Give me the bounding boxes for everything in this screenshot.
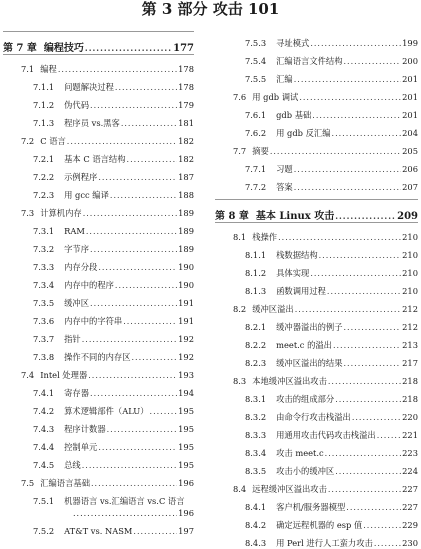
- toc-entry-number: 7.3.2: [33, 244, 55, 254]
- toc-section-entry[interactable]: [215, 225, 418, 243]
- dot-leader: [107, 424, 178, 435]
- toc-entry-page: 194: [178, 388, 194, 398]
- toc-entry-title: 内存分段: [64, 262, 98, 272]
- toc-chapter-entry[interactable]: [215, 200, 418, 222]
- dot-leader: [352, 412, 401, 423]
- toc-entry-page: 195: [178, 424, 194, 434]
- toc-subsection-entry[interactable]: [215, 67, 418, 85]
- toc-subsection-entry[interactable]: [3, 399, 194, 417]
- toc-entry-page: 181: [178, 118, 194, 128]
- dot-leader: [115, 280, 177, 291]
- toc-subsection-entry[interactable]: [3, 453, 194, 471]
- toc-entry-title: 用 Perl 进行人工蛮力攻击: [276, 538, 373, 548]
- toc-entry-number: 7.1: [21, 64, 35, 74]
- toc-entry-page: 177: [173, 43, 194, 54]
- toc-section-entry[interactable]: [215, 139, 418, 157]
- toc-entry-page: 206: [402, 164, 418, 174]
- toc-subsection-entry[interactable]: [215, 441, 418, 459]
- toc-entry-page: 193: [178, 370, 194, 380]
- dot-leader: [294, 74, 401, 85]
- toc-entry-title: 摘要: [252, 146, 269, 156]
- toc-section-entry[interactable]: [3, 471, 194, 489]
- toc-entry-title: RAM: [64, 226, 85, 236]
- toc-entry-title: 栈数据结构: [276, 250, 318, 260]
- toc-entry-title: 缓冲区: [64, 298, 90, 308]
- toc-entry-number: 7.4: [21, 370, 35, 380]
- toc-subsection-entry[interactable]: [215, 333, 418, 351]
- toc-entry-title: 汇编: [276, 74, 293, 84]
- toc-entry-page: 195: [178, 442, 194, 452]
- toc-entry-number: 8.3.3: [245, 430, 267, 440]
- toc-entry-title: 本地缓冲区溢出攻击: [252, 376, 327, 386]
- chapter-rule: [215, 222, 418, 223]
- toc-entry-page: 178: [178, 82, 194, 92]
- toc-entry-title: gdb 基础: [276, 110, 312, 120]
- toc-entry-title: 程序员 vs.黑客: [64, 118, 120, 128]
- toc-subsection-entry[interactable]: [3, 489, 194, 507]
- toc-entry-title: 指针: [64, 334, 81, 344]
- toc-entry-number: 7.5.1: [33, 496, 55, 506]
- dot-leader: [127, 154, 178, 165]
- toc-entry-title: 内存中的程序: [64, 280, 114, 290]
- toc-entry-page: 199: [402, 38, 418, 48]
- toc-subsection-entry[interactable]: [215, 157, 418, 175]
- toc-entry-title: 缓冲区溢出的结果: [276, 358, 343, 368]
- toc-subsection-entry[interactable]: [3, 417, 194, 435]
- dot-leader: [335, 211, 396, 222]
- toc-entry-title: 寻址模式: [276, 38, 310, 48]
- toc-section-entry[interactable]: [215, 297, 418, 315]
- toc-subsection-entry[interactable]: [3, 237, 194, 255]
- toc-subsection-entry[interactable]: [3, 183, 194, 201]
- toc-entry-page: 188: [178, 190, 194, 200]
- dot-leader: [333, 340, 401, 351]
- toc-entry-number: 7.4.3: [33, 424, 55, 434]
- dot-leader: [132, 352, 178, 363]
- toc-entry-number: 8.4.2: [245, 520, 267, 530]
- dot-leader: [150, 406, 178, 417]
- dot-leader: [335, 466, 401, 477]
- dot-leader: [58, 64, 177, 75]
- toc-entry-number: 7.6.2: [245, 128, 267, 138]
- toc-entry-page: 191: [178, 316, 194, 326]
- toc-entry-page: 201: [402, 110, 418, 120]
- toc-entry-page: 221: [402, 430, 418, 440]
- toc-entry-number: 7.4.2: [33, 406, 55, 416]
- toc-subsection-entry[interactable]: [215, 423, 418, 441]
- toc-subsection-entry[interactable]: [3, 111, 194, 129]
- toc-entry-title: C 语言: [40, 136, 66, 146]
- dot-leader: [90, 100, 177, 111]
- toc-entry-number: 7.2.2: [33, 172, 55, 182]
- toc-entry-page: 220: [402, 412, 418, 422]
- dot-leader: [82, 460, 177, 471]
- toc-entry-number: 7.3.4: [33, 280, 55, 290]
- dot-leader: [86, 226, 177, 237]
- toc-section-entry[interactable]: [215, 85, 418, 103]
- toc-entry-page: 213: [402, 340, 418, 350]
- toc-column-right: [215, 31, 418, 549]
- dot-leader: [67, 136, 177, 147]
- dot-leader: [121, 118, 177, 129]
- toc-subsection-entry[interactable]: [3, 93, 194, 111]
- toc-entry-title: 远程缓冲区溢出攻击: [252, 484, 327, 494]
- toc-entry-title: 编程: [40, 64, 57, 74]
- toc-entry-number: 第 7 章: [3, 43, 37, 54]
- dot-leader: [335, 394, 401, 405]
- toc-subsection-entry[interactable]: [215, 49, 418, 67]
- toc-entry-page: 182: [178, 154, 194, 164]
- toc-entry-title: 计算机内存: [40, 208, 82, 218]
- toc-entry-page: 196: [178, 478, 194, 488]
- toc-entry-page: 212: [402, 304, 418, 314]
- dot-leader: [299, 92, 401, 103]
- toc-subsection-entry[interactable]: [3, 309, 194, 327]
- toc-subsection-entry[interactable]: [3, 147, 194, 165]
- toc-entry-number: 7.3: [21, 208, 35, 218]
- toc-entry-page: 189: [178, 244, 194, 254]
- toc-entry-page: 195: [178, 406, 194, 416]
- toc-entry-page: 229: [402, 520, 418, 530]
- toc-entry-number: 7.2.1: [33, 154, 55, 164]
- toc-entry-page: 190: [178, 280, 194, 290]
- toc-entry-title: 字节序: [64, 244, 90, 254]
- toc-subsection-entry[interactable]: [215, 243, 418, 261]
- toc-entry-page: 218: [402, 376, 418, 386]
- toc-entry-page: 217: [402, 358, 418, 368]
- toc-entry-number: 8.2.2: [245, 340, 267, 350]
- dot-leader: [310, 268, 401, 279]
- toc-entry-title: AT&T vs. NASM: [64, 526, 133, 536]
- toc-entry-number: 7.2.3: [33, 190, 55, 200]
- toc-entry-number: 7.3.5: [33, 298, 55, 308]
- toc-entry-page: 212: [402, 322, 418, 332]
- dot-leader: [374, 538, 401, 549]
- dot-leader: [98, 172, 177, 183]
- dot-leader: [346, 502, 401, 513]
- toc-entry-number: 7.3.8: [33, 352, 55, 362]
- toc-entry-page: 210: [402, 286, 418, 296]
- toc-entry-page: 179: [178, 100, 194, 110]
- toc-entry-page: 224: [402, 466, 418, 476]
- toc-entry-number: 7.5.5: [245, 74, 267, 84]
- toc-entry-number: 8.1.1: [245, 250, 267, 260]
- toc-subsection-entry[interactable]: [3, 255, 194, 273]
- toc-entry-number: 8.3: [233, 376, 247, 386]
- toc-section-entry[interactable]: [3, 57, 194, 75]
- toc-subsection-entry[interactable]: [3, 291, 194, 309]
- toc-entry-number: 8.1.3: [245, 286, 267, 296]
- toc-entry-page: 197: [178, 526, 194, 536]
- toc-entry-title: 用 gdb 调试: [252, 92, 299, 102]
- toc-entry-number: 7.1.2: [33, 100, 55, 110]
- toc-entry-number: 7.3.6: [33, 316, 55, 326]
- toc-subsection-entry[interactable]: [3, 327, 194, 345]
- toc-column-left: [3, 31, 194, 537]
- dot-leader: [133, 526, 177, 537]
- toc-subsection-entry[interactable]: [215, 387, 418, 405]
- dot-leader: [377, 430, 401, 441]
- toc-entry-title: 由命令行攻击栈溢出: [276, 412, 351, 422]
- toc-entry-title: 程序计数器: [64, 424, 106, 434]
- toc-subsection-entry[interactable]: [3, 519, 194, 537]
- toc-entry-title: 栈操作: [252, 232, 278, 242]
- toc-entry-page: 210: [402, 268, 418, 278]
- part-title: 第 3 部分 攻击 101: [141, 0, 280, 18]
- toc-entry-title: 问题解决过程: [64, 82, 114, 92]
- toc-subsection-entry[interactable]: [3, 345, 194, 363]
- dot-leader: [98, 262, 177, 273]
- toc-entry-title: 控制单元: [64, 442, 98, 452]
- dot-leader: [325, 448, 401, 459]
- toc-subsection-entry[interactable]: [3, 219, 194, 237]
- dot-leader: [98, 442, 177, 453]
- toc-entry-title: 客户机/服务器模型: [276, 502, 346, 512]
- dot-leader: [110, 190, 177, 201]
- toc-entry-number: 8.3.5: [245, 466, 267, 476]
- toc-entry-number: 8.4.3: [245, 538, 267, 548]
- toc-entry-number: 7.7.2: [245, 182, 267, 192]
- toc-subsection-entry[interactable]: [215, 513, 418, 531]
- toc-entry-page: 230: [402, 538, 418, 548]
- dot-leader: [83, 208, 177, 219]
- dot-leader: [278, 232, 401, 243]
- toc-entry-title: 缓冲器溢出的例子: [276, 322, 343, 332]
- toc-entry-page: 189: [178, 226, 194, 236]
- toc-entry-number: 8.4: [233, 484, 247, 494]
- dot-leader: [344, 56, 402, 67]
- toc-entry-page: 178: [178, 64, 194, 74]
- toc-entry-title: 攻击的组成部分: [276, 394, 335, 404]
- toc-entry-number: 7.5.2: [33, 526, 55, 536]
- toc-subsection-entry[interactable]: [215, 261, 418, 279]
- toc-entry-page: 210: [402, 232, 418, 242]
- dot-leader: [310, 38, 401, 49]
- toc-entry-page: 207: [402, 182, 418, 192]
- dot-leader: [88, 370, 177, 381]
- toc-subsection-entry[interactable]: [3, 165, 194, 183]
- toc-entry-page: 223: [402, 448, 418, 458]
- toc-section-entry[interactable]: [3, 363, 194, 381]
- toc-entry-number: 7.3.3: [33, 262, 55, 272]
- toc-entry-title: 伪代码: [64, 100, 90, 110]
- chapter-rule: [3, 54, 194, 55]
- toc-entry-number: 8.2.3: [245, 358, 267, 368]
- toc-subsection-entry[interactable]: [3, 75, 194, 93]
- toc-entry-number: 7.6: [233, 92, 247, 102]
- toc-entry-page: 204: [402, 128, 418, 138]
- toc-entry-number: 7.6.1: [245, 110, 267, 120]
- dot-leader: [295, 304, 401, 315]
- toc-entry-title: 总线: [64, 460, 81, 470]
- dot-leader: [328, 376, 401, 387]
- toc-entry-number: 8.3.2: [245, 412, 267, 422]
- toc-section-entry[interactable]: [215, 369, 418, 387]
- dot-leader: [85, 43, 172, 54]
- toc-entry-page: 195: [178, 460, 194, 470]
- dot-leader: [91, 478, 177, 489]
- toc-subsection-entry[interactable]: [215, 103, 418, 121]
- toc-entry-title: 用 gcc 编译: [64, 190, 109, 200]
- toc-entry-title: 缓冲区溢出: [252, 304, 294, 314]
- toc-entry-number: 7.4.1: [33, 388, 55, 398]
- toc-entry-title: 编程技巧: [43, 43, 84, 54]
- toc-entry-title: 寄存器: [64, 388, 90, 398]
- toc-entry-continuation: [3, 507, 194, 519]
- toc-entry-title: 示例程序: [64, 172, 98, 182]
- dot-leader: [344, 322, 402, 333]
- toc-entry-page: 227: [402, 484, 418, 494]
- dot-leader: [270, 146, 401, 157]
- toc-section-entry[interactable]: [215, 477, 418, 495]
- toc-section-entry[interactable]: [3, 129, 194, 147]
- toc-entry-title: 汇编语言基础: [40, 478, 90, 488]
- toc-entry-number: 7.1.3: [33, 118, 55, 128]
- toc-entry-title: 内存中的字符串: [64, 316, 123, 326]
- toc-subsection-entry[interactable]: [215, 351, 418, 369]
- toc-entry-page: 201: [402, 74, 418, 84]
- dot-leader: [90, 388, 177, 399]
- dot-leader: [82, 334, 177, 345]
- toc-entry-page: 227: [402, 502, 418, 512]
- toc-subsection-entry[interactable]: [215, 175, 418, 193]
- toc-subsection-entry[interactable]: [215, 495, 418, 513]
- toc-entry-title: 操作不同的内存区: [64, 352, 131, 362]
- toc-entry-page: 209: [397, 211, 418, 222]
- toc-entry-number: 8.1.2: [245, 268, 267, 278]
- toc-subsection-entry[interactable]: [215, 459, 418, 477]
- dot-leader: [90, 298, 177, 309]
- toc-entry-number: 7.3.7: [33, 334, 55, 344]
- dot-leader: [90, 244, 177, 255]
- toc-entry-title: 算术逻辑部件（ALU）: [64, 406, 149, 416]
- toc-entry-title: 汇编语言文件结构: [276, 56, 343, 66]
- toc-subsection-entry[interactable]: [215, 31, 418, 49]
- toc-entry-title: 用通用攻击代码攻击栈溢出: [276, 430, 376, 440]
- toc-entry-page: 205: [402, 146, 418, 156]
- toc-entry-number: 7.5: [21, 478, 35, 488]
- toc-entry-title: 基本 Linux 攻击: [255, 211, 335, 222]
- toc-entry-number: 第 8 章: [215, 211, 249, 222]
- toc-entry-title: Intel 处理器: [40, 370, 88, 380]
- toc-entry-page: 218: [402, 394, 418, 404]
- toc-section-entry[interactable]: [3, 201, 194, 219]
- toc-entry-page: 196: [178, 508, 194, 518]
- toc-entry-title: 机器语言 vs.汇编语言 vs.C 语言: [64, 496, 185, 506]
- toc-entry-title: meet.c 的溢出: [276, 340, 332, 350]
- toc-subsection-entry[interactable]: [215, 121, 418, 139]
- toc-entry-page: 200: [402, 56, 418, 66]
- dot-leader: [312, 110, 401, 121]
- toc-entry-number: 8.3.4: [245, 448, 267, 458]
- toc-entry-number: 8.2: [233, 304, 247, 314]
- dot-leader: [294, 164, 401, 175]
- dot-leader: [319, 250, 402, 261]
- toc-entry-title: 答案: [276, 182, 293, 192]
- toc-entry-page: 189: [178, 208, 194, 218]
- toc-entry-number: 7.1.1: [33, 82, 55, 92]
- dot-leader: [332, 128, 402, 139]
- toc-entry-number: 7.4.5: [33, 460, 55, 470]
- toc-entry-number: 7.5.4: [245, 56, 267, 66]
- dot-leader: [73, 508, 177, 519]
- toc-subsection-entry[interactable]: [3, 435, 194, 453]
- toc-entry-page: 191: [178, 298, 194, 308]
- toc-entry-page: 182: [178, 136, 194, 146]
- toc-entry-page: 192: [178, 352, 194, 362]
- dot-leader: [363, 520, 401, 531]
- toc-entry-title: 攻击小的缓冲区: [276, 466, 335, 476]
- toc-entry-number: 7.2: [21, 136, 35, 146]
- toc-entry-title: 具体实现: [276, 268, 310, 278]
- toc-entry-page: 187: [178, 172, 194, 182]
- toc-subsection-entry[interactable]: [215, 315, 418, 333]
- toc-entry-number: 8.3.1: [245, 394, 267, 404]
- toc-entry-page: 201: [402, 92, 418, 102]
- toc-entry-title: 攻击 meet.c: [276, 448, 324, 458]
- toc-subsection-entry[interactable]: [3, 381, 194, 399]
- toc-entry-page: 210: [402, 250, 418, 260]
- toc-entry-page: 190: [178, 262, 194, 272]
- dot-leader: [344, 358, 402, 369]
- dot-leader: [327, 286, 401, 297]
- toc-entry-title: 用 gdb 反汇编: [276, 128, 331, 138]
- toc-chapter-entry[interactable]: [3, 32, 194, 54]
- toc-entry-number: 8.2.1: [245, 322, 267, 332]
- dot-leader: [123, 316, 177, 327]
- dot-leader: [294, 182, 401, 193]
- toc-subsection-entry[interactable]: [215, 279, 418, 297]
- toc-entry-number: 7.7: [233, 146, 247, 156]
- toc-entry-number: 7.7.1: [245, 164, 267, 174]
- toc-entry-title: 习题: [276, 164, 293, 174]
- toc-entry-number: 7.5.3: [245, 38, 267, 48]
- toc-entry-title: 确定远程机器的 esp 值: [276, 520, 363, 530]
- toc-subsection-entry[interactable]: [215, 405, 418, 423]
- toc-entry-page: 192: [178, 334, 194, 344]
- toc-entry-number: 8.4.1: [245, 502, 267, 512]
- toc-subsection-entry[interactable]: [215, 531, 418, 549]
- toc-entry-number: 7.4.4: [33, 442, 55, 452]
- toc-entry-number: 8.1: [233, 232, 247, 242]
- toc-subsection-entry[interactable]: [3, 273, 194, 291]
- toc-entry-title: 基本 C 语言结构: [64, 154, 126, 164]
- toc-entry-number: 7.3.1: [33, 226, 55, 236]
- toc-entry-title: 函数调用过程: [276, 286, 326, 296]
- dot-leader: [115, 82, 177, 93]
